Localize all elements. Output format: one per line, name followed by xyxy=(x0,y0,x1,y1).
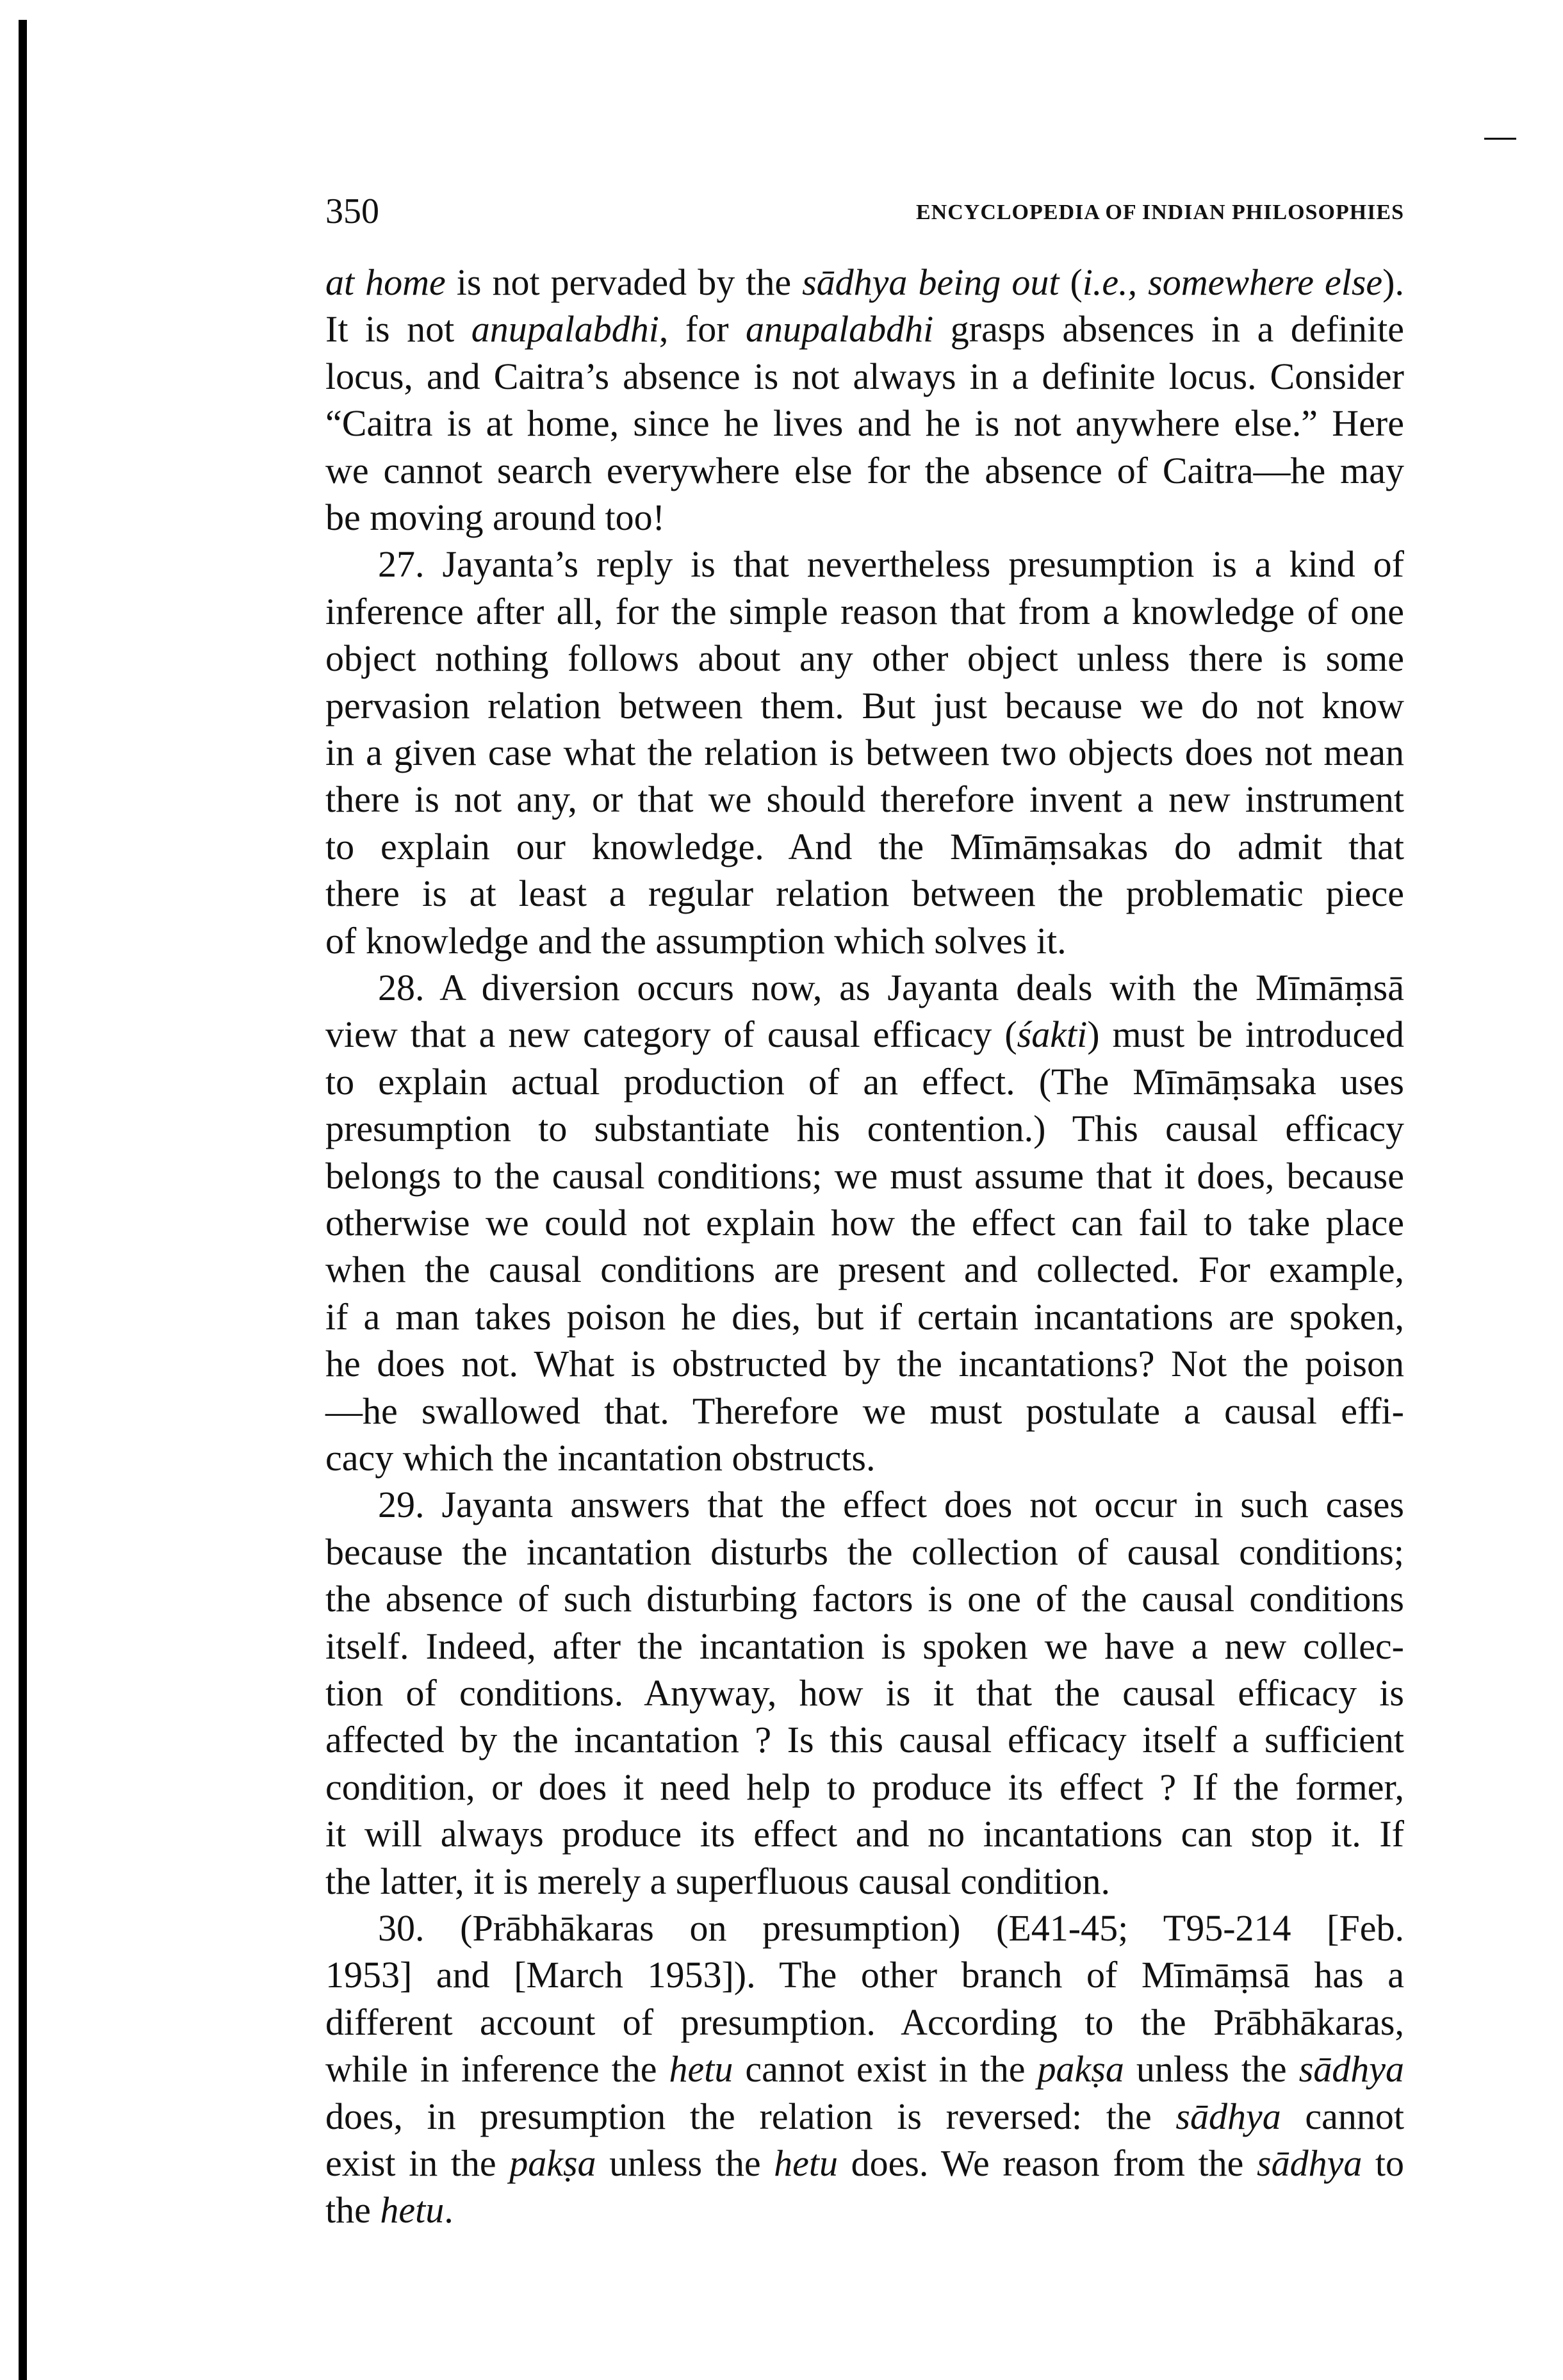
text-line xyxy=(325,682,1404,730)
text-run: tion of conditions. Anyway, how is it that the causal efficacy is xyxy=(325,1672,1404,1714)
text-run: inference after all, for the simple reason that from a knowledge of one xyxy=(325,590,1404,632)
text-line xyxy=(325,1951,1404,1999)
text-run: be moving around too! xyxy=(325,497,665,538)
text-line xyxy=(325,2046,1404,2093)
text-line xyxy=(325,306,1404,353)
text-line xyxy=(325,1105,1404,1153)
text-line xyxy=(325,2187,1404,2234)
text-line xyxy=(325,1716,1404,1764)
text-line xyxy=(325,1058,1404,1106)
italic-term: at home xyxy=(325,261,446,303)
text-run: because the incantation disturbs the collection of causal conditions; xyxy=(325,1531,1404,1573)
italic-term: i.e., somewhere else xyxy=(1082,261,1383,303)
text-line xyxy=(325,1434,1404,1482)
text-line xyxy=(325,729,1404,776)
text-line xyxy=(325,447,1404,495)
italic-term: hetu xyxy=(774,2142,838,2184)
text-run: cannot exist in the xyxy=(733,2048,1038,2090)
text-line xyxy=(325,2093,1404,2140)
text-run: the xyxy=(325,2189,381,2231)
text-run: does, in presumption the relation is reversed: the xyxy=(325,2095,1176,2137)
text-run: ( xyxy=(1059,261,1083,303)
running-head xyxy=(325,192,1404,231)
text-line xyxy=(325,400,1404,447)
text-run: while in inference the xyxy=(325,2048,669,2090)
text-line xyxy=(378,1481,1404,1529)
text-run: itself. Indeed, after the incantation is spoken we have a new collec- xyxy=(325,1625,1404,1667)
text-run: 28. A diversion occurs now, as Jayanta deals with the Mīmāṃsā xyxy=(378,967,1404,1008)
text-line xyxy=(325,1293,1404,1341)
text-run: , for xyxy=(659,308,746,350)
text-run: we cannot search everywhere else for the absence of Caitra—he may xyxy=(325,449,1404,491)
text-line xyxy=(378,1905,1404,1952)
text-run: view that a new category of causal efficacy ( xyxy=(325,1014,1017,1056)
text-line xyxy=(325,1529,1404,1576)
text-run: 1953] and [March 1953]). The other branch of Mīmāṃsā has a xyxy=(325,1954,1404,1996)
text-line xyxy=(325,1575,1404,1623)
text-run: to explain our knowledge. And the Mīmāṃsakas do admit that xyxy=(325,825,1404,867)
text-line xyxy=(325,823,1404,871)
text-run: exist in the xyxy=(325,2142,510,2184)
text-run: it will always produce its effect and no incantations can stop it. If xyxy=(325,1813,1404,1855)
text-line xyxy=(325,1999,1404,2046)
text-line xyxy=(325,1858,1404,1905)
text-run: —he swallowed that. Therefore we must postulate a causal effi- xyxy=(325,1390,1404,1432)
scan-binding-edge-inner xyxy=(21,372,23,2358)
text-run: the latter, it is merely a superfluous causal condition. xyxy=(325,1860,1110,1902)
italic-term: sādhya xyxy=(1257,2142,1363,2184)
text-run: 29. Jayanta answers that the effect does not occur in such cases xyxy=(378,1484,1404,1526)
text-run: unless the xyxy=(1124,2048,1299,2090)
text-run: if a man takes poison he dies, but if certain incantations are spoken, xyxy=(325,1295,1404,1338)
text-run: cannot xyxy=(1281,2095,1404,2137)
italic-term: hetu xyxy=(380,2189,445,2231)
italic-term: sādhya xyxy=(1175,2095,1281,2137)
text-run: of knowledge and the assumption which solves it. xyxy=(325,919,1067,962)
text-run: ) must be introduced xyxy=(1087,1014,1404,1056)
text-run: different account of presumption. According to the Prābhākaras, xyxy=(325,2001,1404,2043)
text-run: 30. (Prābhākaras on presumption) (E41-45; T95-214 [Feb. xyxy=(378,1907,1404,1949)
text-run: to xyxy=(1362,2142,1405,2184)
text-run: belongs to the causal conditions; we must assume that it does, because xyxy=(325,1154,1404,1197)
text-run: is not pervaded by the xyxy=(445,261,803,303)
text-line xyxy=(325,1246,1404,1293)
text-line xyxy=(325,635,1404,682)
text-line xyxy=(325,588,1404,636)
text-run: in a given case what the relation is between two objects does not mean xyxy=(325,732,1404,773)
italic-term: sādhya xyxy=(1298,2048,1405,2090)
text-line xyxy=(325,1670,1404,1717)
scan-binding-edge-thin xyxy=(20,1011,21,2356)
page-number: 350 xyxy=(325,192,379,231)
italic-term: śakti xyxy=(1017,1014,1088,1056)
text-run: there is not any, or that we should therefore invent a new instrument xyxy=(325,778,1404,821)
text-line xyxy=(325,1388,1404,1435)
text-run: object nothing follows about any other object unless there is some xyxy=(325,637,1404,680)
text-run: condition, or does it need help to produce its effect ? If the former, xyxy=(325,1766,1404,1808)
italic-term: sādhya being out xyxy=(802,261,1060,303)
text-line xyxy=(325,1623,1404,1670)
text-line xyxy=(378,964,1404,1012)
text-line xyxy=(325,1011,1404,1058)
text-line xyxy=(378,541,1404,588)
text-run: grasps absences in a definite xyxy=(933,308,1404,350)
text-run: 27. Jayanta’s reply is that nevertheless presumption is a kind of xyxy=(378,543,1404,586)
text-run: otherwise we could not explain how the effect can fail to take place xyxy=(325,1202,1404,1243)
text-line xyxy=(325,2140,1404,2187)
text-run: presumption to substantiate his contention.) This causal efficacy xyxy=(325,1108,1404,1150)
italic-term: anupalabdhi xyxy=(746,308,934,350)
text-line xyxy=(325,259,1404,306)
italic-term: hetu xyxy=(669,2048,733,2090)
text-run: unless the xyxy=(596,2142,774,2184)
text-line xyxy=(325,494,1404,541)
text-run: “Caitra is at home, since he lives and he is not anywhere else.” Here xyxy=(325,402,1404,445)
text-line xyxy=(325,353,1404,400)
scan-mark xyxy=(1484,138,1516,140)
text-run: locus, and Caitra’s absence is not always in a definite locus. Consider xyxy=(325,355,1404,397)
running-title: ENCYCLOPEDIA OF INDIAN PHILOSOPHIES xyxy=(915,201,1404,224)
text-run: there is at least a regular relation between the problematic piece xyxy=(325,873,1404,915)
text-run: when the causal conditions are present and collected. For example, xyxy=(325,1249,1404,1291)
text-run: ). xyxy=(1382,261,1404,303)
text-run: It is not xyxy=(325,308,471,350)
text-run: pervasion relation between them. But just because we do not know xyxy=(325,684,1404,726)
text-run: the absence of such disturbing factors is one of the causal conditions xyxy=(325,1578,1404,1620)
text-run: does. We reason from the xyxy=(838,2142,1257,2184)
text-line xyxy=(325,1340,1404,1388)
italic-term: pakṣa xyxy=(509,2142,596,2184)
text-line xyxy=(325,1153,1404,1200)
text-line xyxy=(325,1199,1404,1247)
text-run: affected by the incantation ? Is this causal efficacy itself a sufficient xyxy=(325,1719,1404,1761)
text-line xyxy=(325,1810,1404,1858)
text-run: cacy which the incantation obstructs. xyxy=(325,1437,876,1479)
text-line xyxy=(325,1764,1404,1811)
text-run: . xyxy=(444,2189,454,2231)
italic-term: anupalabdhi xyxy=(471,308,659,350)
italic-term: pakṣa xyxy=(1037,2048,1124,2090)
text-run: to explain actual production of an effect. (The Mīmāṃsaka uses xyxy=(325,1060,1404,1103)
text-line xyxy=(325,870,1404,917)
text-line xyxy=(325,917,1404,965)
text-line xyxy=(325,776,1404,823)
text-run: he does not. What is obstructed by the incantations? Not the poison xyxy=(325,1343,1404,1385)
